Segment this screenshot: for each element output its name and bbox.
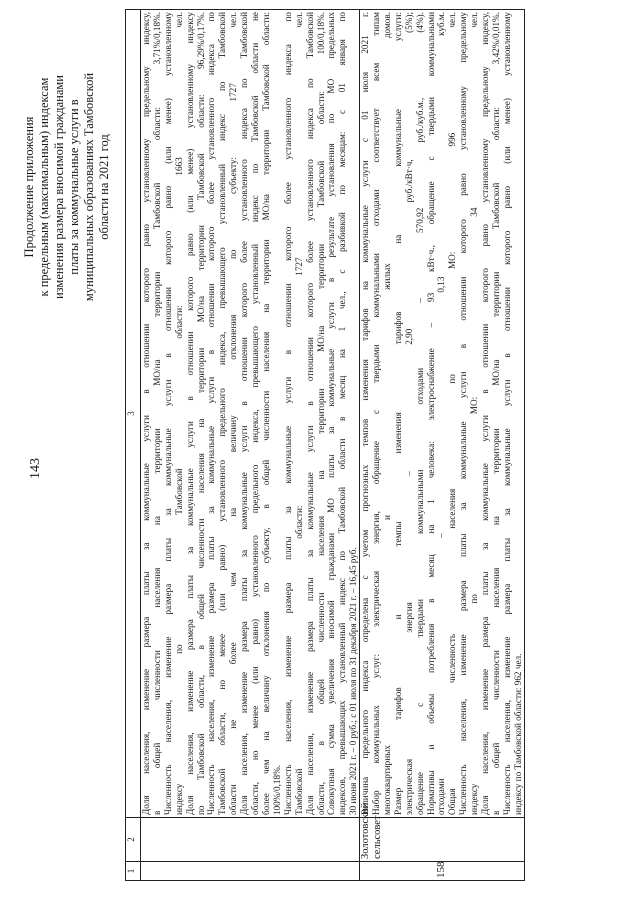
page-number: 143 (28, 458, 43, 479)
text-line: обращение с твердыми коммунальными отходами – 570,92 руб./куб.м., (4%). (414, 12, 425, 815)
text-line: Численность населения, изменение размера платы за коммунальные услуги в отношении которого более установленного индекса по (206, 12, 217, 815)
table-row-continued (141, 10, 360, 881)
heading-line: Продолжение приложения (22, 116, 36, 258)
text-line: Тамбовской области: 1727 чел. (293, 12, 304, 815)
empty-cell (141, 862, 360, 881)
text-line: в общей численности населения на территории МО/на территории Тамбовской области: 3,71%/0,18%. (151, 12, 162, 815)
text-line: индексу по Тамбовской области: 1663 чел. (173, 12, 184, 815)
text-line: Набор коммунальных услуг: электрическая энергия, обращение с твердыми коммунальными отходами соответствует всем типам (371, 12, 382, 815)
table-header-row (126, 10, 141, 881)
text-line: Численность населения, изменение размера платы за коммунальные услуги в отношении которого равно (или менее) установленному (501, 12, 512, 815)
column-header-3: 3 (126, 10, 141, 818)
text-line: Доля населения, изменение размера платы за коммунальные услуги в отношении которого равно установленному предельному индексу, (480, 12, 491, 815)
text-line: Размер тарифов и темпы изменения тарифов на коммунальные услуги: (392, 12, 403, 815)
heading-line: платы за коммунальные услуги в (67, 99, 81, 275)
column-header-1: 1 (126, 862, 141, 881)
text-line: Численность населения, изменение размера платы за коммунальные услуги в отношении которого равно (или менее) установленному (162, 12, 173, 815)
municipality-name: Золотовский сельсовет (360, 818, 525, 862)
text-line: Доля населения, изменение размера платы за коммунальные услуги в отношении которого более установленного индекса по Тамбовской (304, 12, 315, 815)
text-line: 30 июня 2021 г. – 0 руб.; с 01 июля по 31 декабря 2021 г. – 16,45 руб. (348, 547, 359, 815)
text-line: в общей численности населения на территории МО/на территории Тамбовской области: 3,42%/0,01%. (491, 12, 501, 815)
heading-line: изменения размера вносимой гражданами (52, 75, 66, 300)
text-line: области, но менее (или равно) установленного предельного индекса, превышающего установленный индекс по Тамбовской области не (250, 12, 261, 815)
text-line: по Тамбовской области, в общей численности населения на территории МО/на территории Тамбовской области: 96,29%/0,17%. (195, 12, 206, 815)
text-line: области, в общей численности населения на территории МО/на территории Тамбовской области: 100/0,18%. (315, 12, 326, 815)
text-line: Доля населения, изменение размера платы за коммунальные услуги в отношении которого более установленного индекса по Тамбовской (239, 12, 250, 815)
text-line: индексу по МО: 34 чел. (469, 12, 480, 815)
text-line: Общая численность населения по МО: 996 чел. (447, 12, 458, 815)
row-description-cell (360, 10, 525, 818)
row-number: 158 (360, 862, 525, 881)
table-row (360, 10, 525, 881)
text-line: Величина предельного индекса определена с учетом прогнозных темпов изменения тарифов на коммунальные услуги с 01 июля 2021 г. (360, 12, 371, 815)
continued-description-cell (141, 10, 360, 818)
text-line: более чем на величину отклонения по субъекту, в общей численности населения на территории МО/на территории Тамбовской области: (260, 12, 271, 815)
text-line: многоквартирных и жилых домов. (381, 12, 392, 815)
appendix-heading (22, 47, 112, 327)
heading-line: муниципальных образованиях Тамбовской (82, 72, 96, 302)
heading-line: к предельным (максимальным) индексам (37, 77, 51, 297)
heading-line: области на 2021 год (97, 134, 111, 240)
text-line: Доля населения, изменение размера платы за коммунальные услуги в отношении которого равно (или менее) установленному индексу (184, 12, 195, 815)
text-line: Численность населения, изменение размера платы за коммунальные услуги в отношении которого более установленного индекса по (282, 12, 293, 815)
text-line: области не более чем на величину отклонения по субъекту: 1727 чел. (228, 12, 239, 815)
index-table (125, 9, 525, 881)
text-line: Тамбовской области, но менее (или равно) установленного предельного индекса, превышающего установленный индекс по Тамбовской (217, 12, 228, 815)
text-line: отходами – 0,13 куб.м. (436, 12, 447, 815)
text-line: электрическая энергия – 2,90 руб./кВт·ч, (5%); (403, 12, 414, 815)
text-line: Совокупная сумма увеличения вносимой гражданами МО платы за коммунальные услуги в результате установления по МО предельных (326, 12, 337, 815)
text-line: Численность населения, изменение размера платы за коммунальные услуги в отношении которого равно установленному предельному (458, 12, 469, 815)
text-line: индексу по Тамбовской области: 962 чел. (512, 653, 523, 815)
text-line: индексов, превышающих установленный индекс по Тамбовской области в месяц на 1 чел., с разбивкой по месяцам: с 01 января по (337, 12, 348, 815)
empty-cell (141, 818, 360, 862)
text-line: Нормативы и объемы потребления в месяц на 1 человека: электроснабжение – 93 кВт·ч., обращение с твердыми коммунальными (425, 12, 436, 815)
column-header-2: 2 (126, 818, 141, 862)
text-line: Доля населения, изменение размера платы за коммунальные услуги в отношении которого равно установленному предельному индексу, (141, 12, 151, 815)
text-line: 100%/0,18%. (271, 764, 282, 815)
